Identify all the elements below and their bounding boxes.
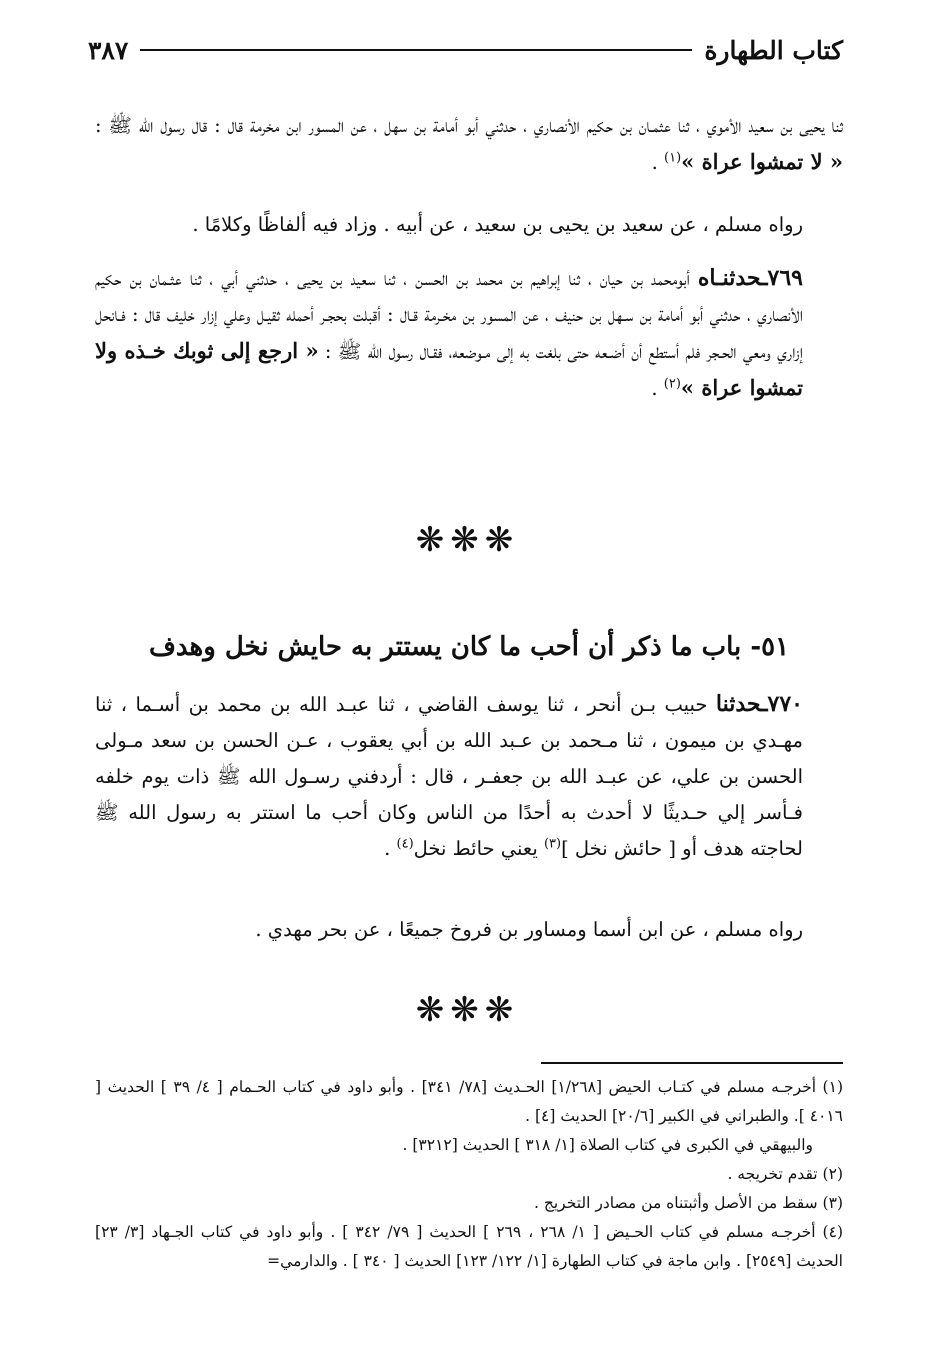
paragraph-2 (95, 207, 843, 243)
hadith-769-text: أبومحمد بن حيان ، ثنا إبراهيم بن محمد بن الحسن ، ثنا سعيد بن يحيى ، حدثني أبي ، ثنا عثـمان بن حكيم الأنصاري ، حدثني أبو أمامة بن سـهل بن حنيف ، عن المسور بن مخـرمة قـال : أقبلت بحجـر أحمله ثقيـل وعلي إزار خليف قال : فـانحل إزاري ومعي الحـجر فلم أستطع أن أضـعه حتى بلغت به إلى مـوضعه، فقـال رسول الله ﷺ : (95, 267, 803, 363)
paragraph-1-text: ثنا يحيى بن سعيد الأموي ، ثنا عثمـان بن حكيم الأنصاري ، حدثني أبو أمامة بن سهل ، عن المسور ابن مخرمة قال : قال رسول الله ﷺ : (95, 114, 843, 137)
footnote-ref-4: (٤) (396, 836, 414, 852)
footnote-rule (541, 1062, 843, 1064)
footnote-ref-3: (٣) (543, 836, 562, 852)
footnote-2: (٢) تقدم تخريجه . (727, 1165, 843, 1183)
hadith-769-end: . (651, 377, 664, 400)
footnotes (95, 1073, 843, 1276)
hadith-769-keyword: حدثنـاه (697, 265, 762, 291)
footnote-1: (١) أخرجـه مسلم في كتـاب الحيض [١/٢٦٨] الحـديث [٧٨/ ٣٤١] . وأبو داود في كتاب الحـمام [ ٤/ ٣٩ ] الحديث [ ٤٠١٦ ]. والطبراني في الكبير [٢٠/٦] الحديث [٤] . (95, 1078, 843, 1125)
footnote-1-continued: والبيهقي في الكبرى في كتاب الصلاة [١/ ٣١٨ ] الحديث [٣٢١٢] . (402, 1136, 813, 1154)
page-number: ٣٨٧ (88, 35, 129, 65)
footnote-3: (٣) سقط من الأصل وأثبتناه من مصادر التخريج . (534, 1194, 843, 1212)
hadith-769-quote: « ارجع إلى ثوبك خـذه ولا تمشوا عراة » (95, 338, 803, 400)
section-separator-1: ❋❋❋ (415, 520, 520, 560)
hadith-770-text: حبيب بـن أنحر ، ثنا يوسف القاضي ، ثنا عبـد الله بن محمد بن أسـما ، ثنا مهـدي بن ميمون ، ثنا مـحمد بن عـبد الله بن أبي يعقوب ، عـن الحسن بن سعد مـولى الحسن بن علي، عن عبـد الله بن جعفـر ، قال : أردفني رسـول الله ﷺ ذات يوم خلفه فـأسر إلي حـديثًا لا أحدث به أحدًا من الناس وكان أحب ما استتر به رسول الله ﷺ لحاجته هدف أو [ حائش نخل ] (95, 693, 803, 860)
section-separator-2: ❋❋❋ (415, 990, 520, 1030)
paragraph-2-text: رواه مسلم ، عن سعيد بن يحيى بن سعيد ، عن أبيه . وزاد فيه ألفاظًا وكلامًا . (192, 213, 803, 236)
header-rule (140, 49, 692, 51)
running-header (88, 30, 843, 70)
hadith-770-keyword: حدثنا (715, 691, 762, 717)
paragraph-3 (95, 912, 843, 948)
hadith-770-number: ٧٧٠ـ (761, 691, 803, 717)
hadith-770-end: . (384, 837, 397, 860)
paragraph-1 (95, 108, 843, 181)
hadith-769 (95, 260, 843, 407)
footnote-4: (٤) أخرجـه مسلم في كتاب الحـيض [ ١/ ٢٦٨ ، ٢٦٩ ] الحديث [ ٧٩/ ٣٤٢ ] . وأبو داود في كتاب الجـهاد [٣/ ٢٣] الحديث [٢٥٤٩] . وابن ماجة في كتاب الطهارة [١/ ١٢٢/ ١٢٣] الحديث [ ٣٤٠ ] . والدارمي= (95, 1223, 843, 1270)
prophetic-quote: « لا تمشوا عراة » (681, 149, 843, 174)
paragraph-1-end: . (651, 151, 665, 174)
footnote-ref-2: (٢) (663, 376, 681, 392)
hadith-769-number: ٧٦٩ـ (761, 265, 803, 291)
chapter-heading: ٥١- باب ما ذكر أن أحب ما كان يستتر به حايش نخل وهدف (148, 632, 790, 662)
hadith-770-tail: يعني حائط نخل (413, 837, 544, 860)
running-title: كتاب الطهارة (704, 35, 843, 65)
hadith-770 (95, 686, 843, 867)
paragraph-3-text: رواه مسلم ، عن ابن أسما ومساور بن فروخ جميعًا ، عن بحر مهدي . (255, 918, 803, 941)
footnote-ref-1: (١) (664, 150, 682, 166)
